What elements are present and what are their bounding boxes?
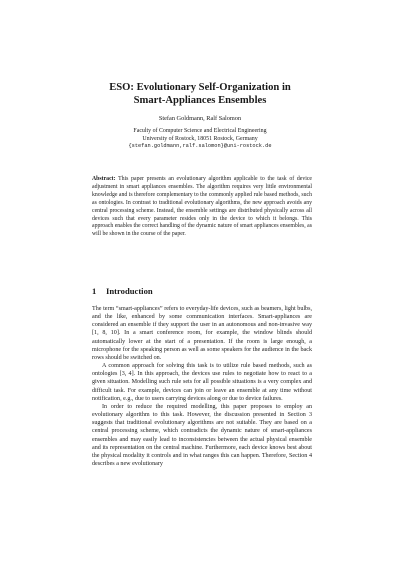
affiliation-line-2: University of Rostock, 18051 Rostock, Germany (142, 135, 258, 142)
title-line-2: Smart-Appliances Ensembles (133, 95, 267, 106)
paragraph: A common approach for solving this task is to utilize rule based methods, such as ontologies [3, 4]. In this approach, the devices use rules to negotiate how to react to a given situation. Modelling such rule sets for all possible situations is a very complex and difficult task. For example, devices can join or leave an ensemble at any time without notification, e.g., due to users carrying devices along or due to device failures. (92, 363, 312, 402)
affiliation-line-1: Faculty of Computer Science and Electrical Engineering (133, 128, 267, 134)
section-number: 1 (92, 286, 97, 296)
introduction-body (92, 305, 312, 468)
paper-title (60, 81, 340, 107)
abstract-text: This paper presents an evolutionary algorithm applicable to the task of device adjustment in smart appliances ensembles. The algorithm requires very little environmental knowledge and is therefore complementary to the commonly applied rule based methods, such as ontologies. In contrast to traditional evolutionary algorithms, the new approach avoids any central processing scheme. Instead, the ensemble settings are distributed physically across all devices such that every parameter resides only in the device to which it belongs. This approach enables the correct handling of the dynamic nature of smart appliances ensembles, as will be shown in the course of the paper. (92, 176, 312, 238)
paragraph: The term “smart-appliances” refers to everyday-life devices, such as beamers, light bulbs, and the like, enhanced by some communication interfaces. Smart-appliances are considered an ensemble if they support the user in an autonomous and non-invasive way [1, 8, 10]. In a smart conference room, for example, the window blinds should automatically lower at the start of a presentation. If the room is large enough, a microphone for the speaking person as well as some speakers for the audience in the back rows should be switched on. (92, 306, 312, 361)
author-emails: {stefan.goldmann,ralf.salomon}@uni-rostock.de (128, 143, 272, 150)
abstract-label: Abstract: (92, 176, 116, 182)
author-list: Stefan Goldmann, Ralf Salomon (158, 115, 242, 122)
section-title: Introduction (106, 286, 153, 296)
section-heading-introduction (92, 286, 312, 297)
abstract (92, 176, 312, 239)
affiliation-block (60, 128, 340, 151)
paragraph: In order to reduce the required modelling, this paper proposes to employ an evolutionary algorithm to this task. However, the discussion presented in Section 3 suggests that traditional evolutionary algorithms are not suitable. They are based on a central processing scheme, which contradicts the dynamic nature of smart-appliances ensembles and may easily lead to inconsistencies between the actual physical ensemble and its representation on the central machine. Furthermore, each device knows best about the physical modality it controls and in what ranges this can happen. Therefore, Section 4 describes a new evolutionary (92, 403, 312, 467)
title-line-1: ESO: Evolutionary Self-Organization in (109, 82, 291, 93)
